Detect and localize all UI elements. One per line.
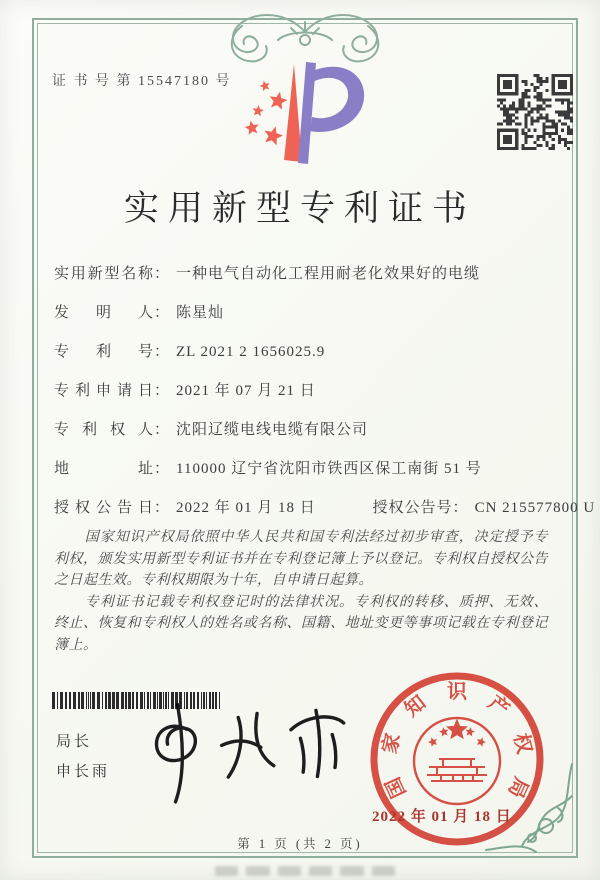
- page2-ghost-text: [215, 866, 395, 876]
- svg-text:知: 知: [400, 691, 431, 722]
- grant-no-label: 授权公告号: [372, 500, 453, 516]
- field-colon: ：: [154, 344, 171, 360]
- grant-no-value: CN 215577800 U: [474, 500, 596, 516]
- field-value: 2021 年 07 月 21 日: [176, 383, 316, 399]
- field-label: 专利号: [54, 344, 154, 360]
- field-value: 一种电气自动化工程用耐老化效果好的电缆: [176, 266, 481, 282]
- logo-stars-icon: [244, 79, 289, 146]
- field-colon: ：: [154, 266, 171, 282]
- director-name: 申长雨: [56, 764, 111, 780]
- qr-code: [497, 74, 573, 150]
- field-label: 专利权人: [54, 422, 154, 438]
- field-row-patentee: [54, 418, 368, 439]
- field-label: 发明人: [54, 305, 154, 321]
- field-row-inventor: [54, 301, 224, 322]
- field-colon: ：: [154, 305, 171, 321]
- field-label: 地址: [54, 461, 154, 477]
- field-value: ZL 2021 2 1656025.9: [176, 344, 326, 360]
- director-signature: [139, 687, 357, 816]
- legal-paragraph-2: 专利证书记载专利权登记时的法律状况。专利权的转移、质押、无效、终止、恢复和专利权人的姓名或名称、国籍、地址变更等事项记载在专利登记簿上。: [54, 594, 548, 653]
- certificate-title: 实用新型专利证书: [123, 189, 476, 228]
- svg-text:国: 国: [382, 773, 411, 802]
- field-value: 110000 辽宁省沈阳市铁西区保工南街 51 号: [176, 461, 482, 477]
- legal-paragraph-1: 国家知识产权局依照中华人民共和国专利法经过初步审查，决定授予专利权，颁发实用新型专利证书并在专利登记簿上予以登记。专利权自授权公告之日起生效。专利权期限为十年，自申请日起算。: [54, 530, 548, 588]
- field-colon: ：: [154, 461, 171, 477]
- certificate-number: 证 书 号 第 15547180 号: [52, 74, 232, 89]
- field-label: 实用新型名称: [54, 266, 154, 282]
- field-value: 沈阳辽缆电线电缆有限公司: [176, 422, 369, 438]
- svg-text:局: 局: [503, 773, 532, 802]
- seal-date: 2022 年 01 月 18 日: [372, 809, 512, 825]
- field-colon: ：: [154, 383, 171, 399]
- legal-text-block: [54, 527, 548, 656]
- svg-text:识: 识: [447, 681, 467, 703]
- field-colon: ：: [154, 500, 171, 516]
- svg-text:家: 家: [378, 731, 405, 756]
- svg-text:权: 权: [509, 731, 536, 756]
- svg-text:产: 产: [483, 691, 514, 722]
- page-number: 第 1 页 (共 2 页): [237, 837, 363, 851]
- field-row-grant: [54, 496, 595, 517]
- field-colon: ：: [452, 500, 469, 516]
- field-row-patent-number: [54, 340, 325, 361]
- logo-purple-p-icon: [298, 62, 364, 164]
- cnipa-logo: [228, 56, 374, 170]
- field-row-invention-name: [54, 262, 480, 283]
- field-value: 陈星灿: [176, 305, 225, 321]
- field-row-filing-date: [54, 379, 316, 400]
- grant-date-value: 2022 年 01 月 18 日: [176, 500, 316, 516]
- director-title: 局长: [56, 734, 93, 750]
- field-label: 专利申请日: [54, 383, 154, 399]
- field-colon: ：: [154, 422, 171, 438]
- field-label: 授权公告日: [54, 500, 154, 516]
- field-row-address: [54, 457, 482, 478]
